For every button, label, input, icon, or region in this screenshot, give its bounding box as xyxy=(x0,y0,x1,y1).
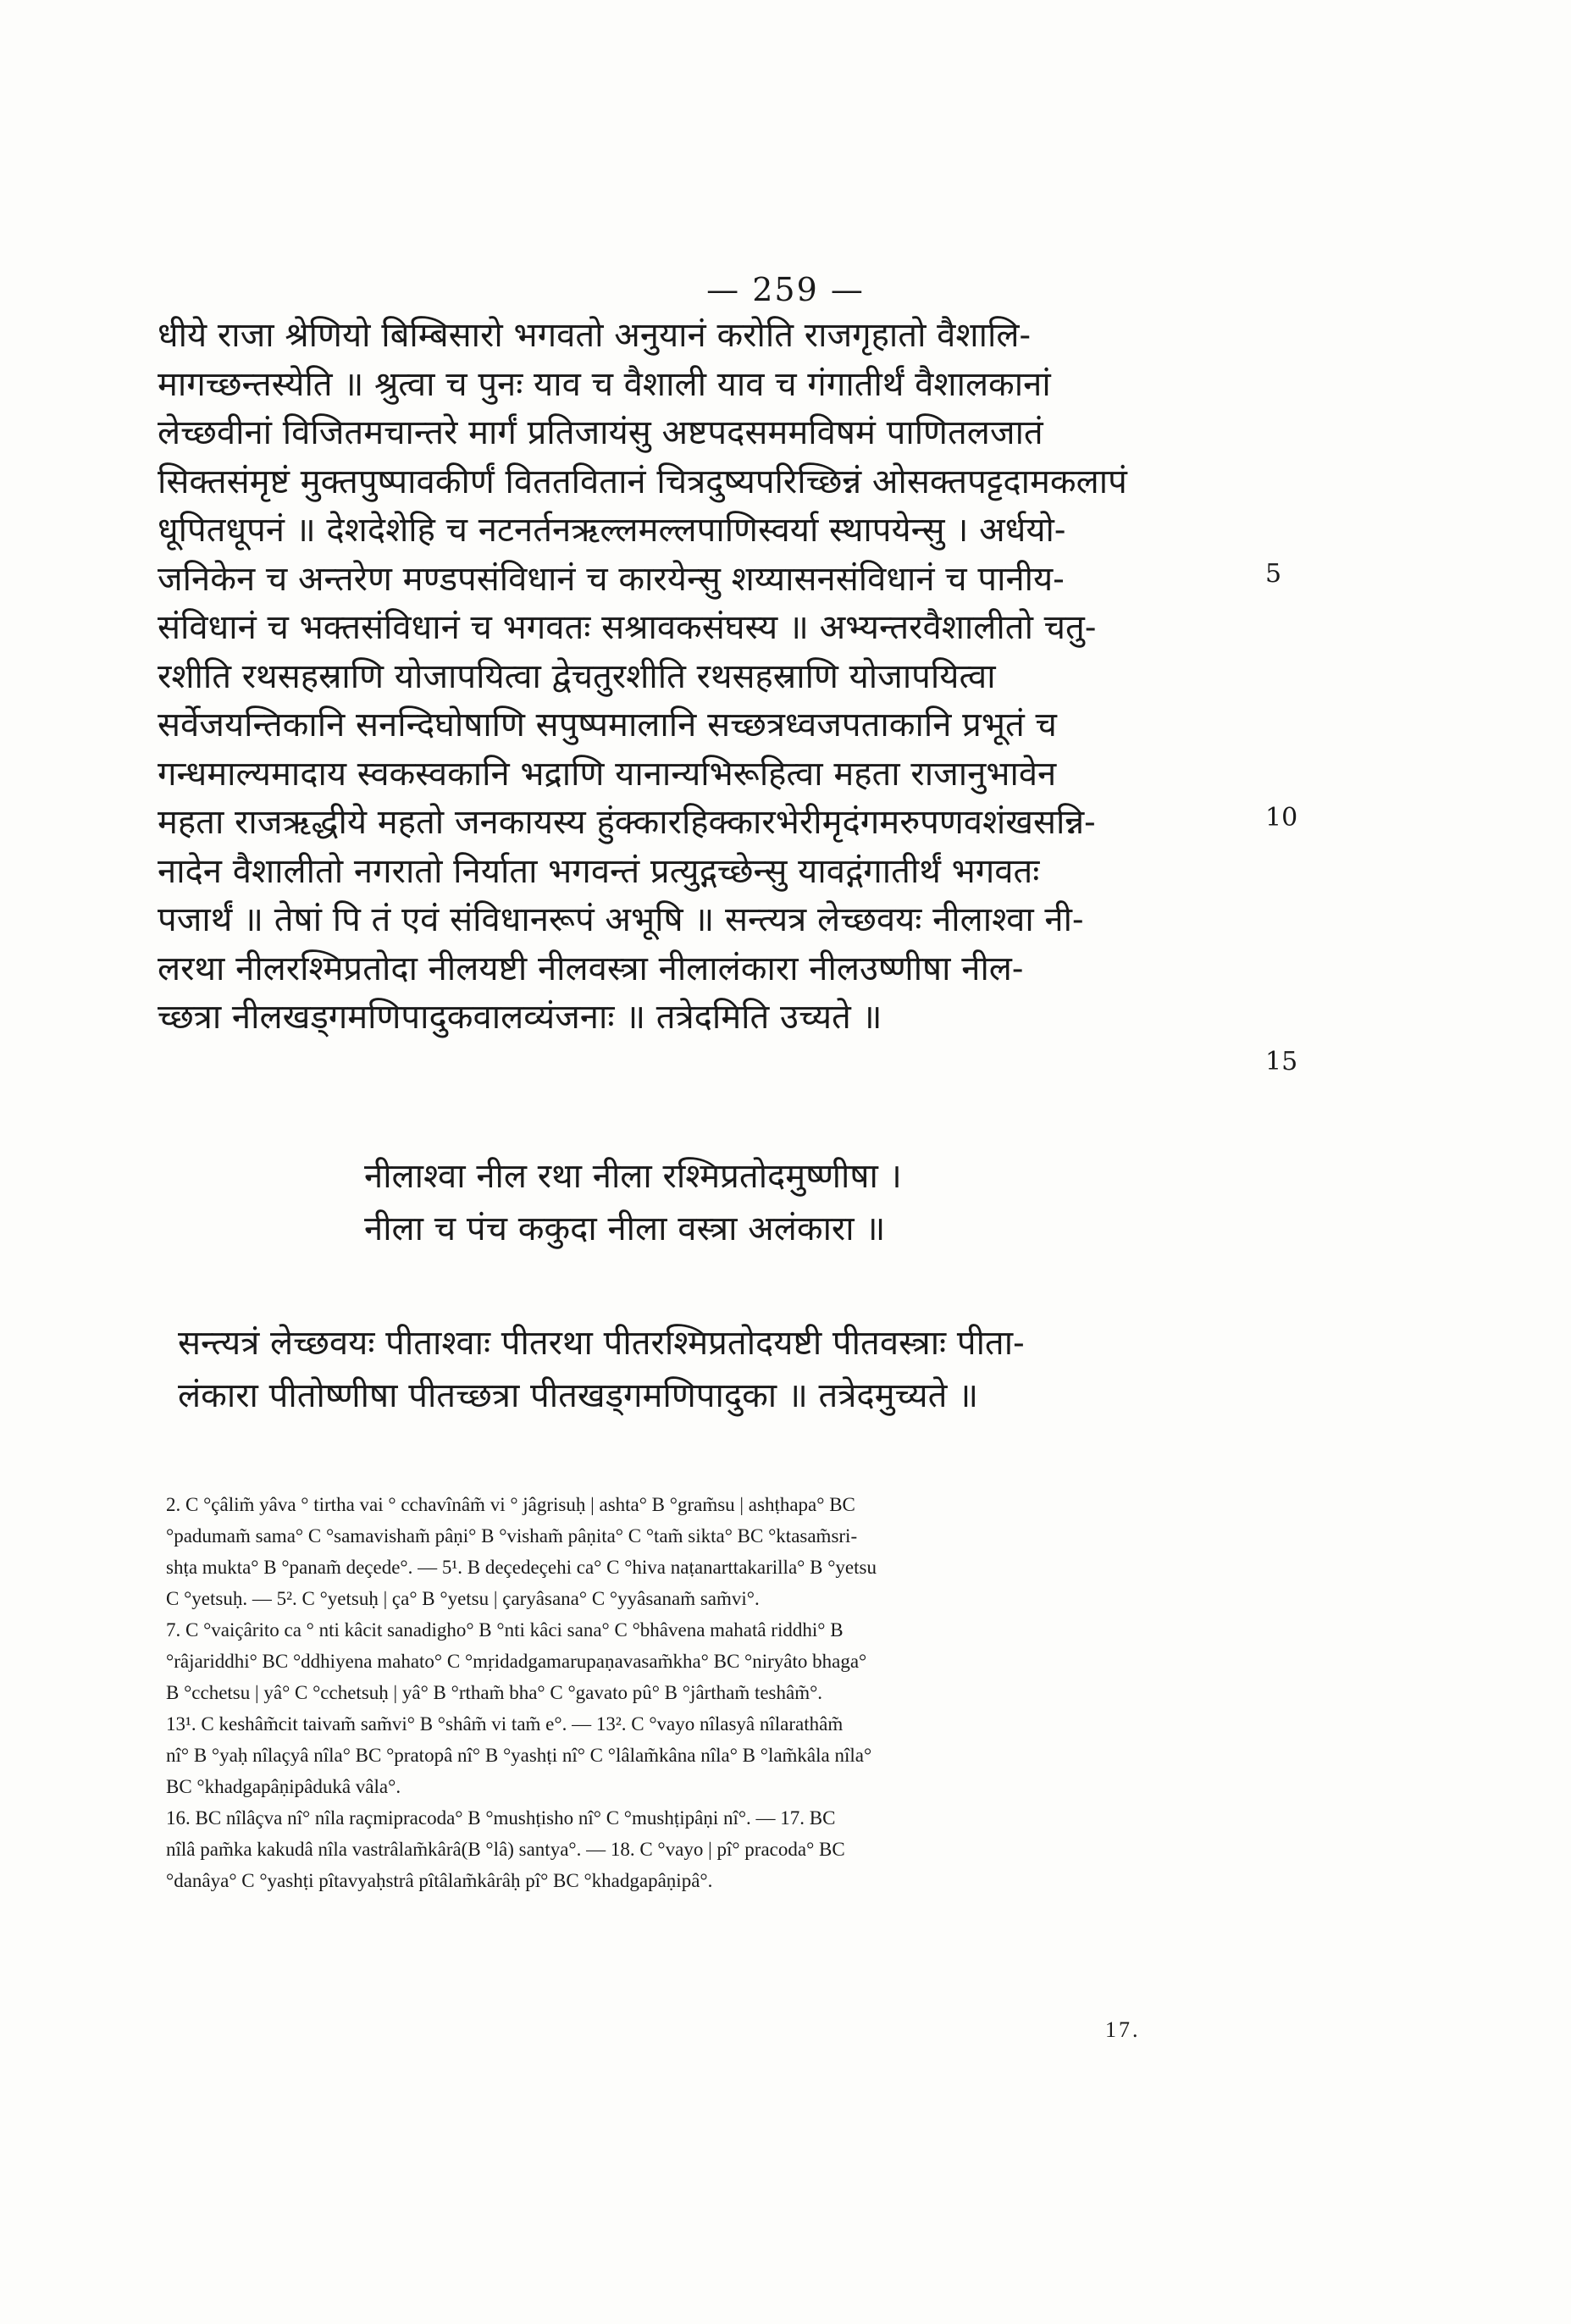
note-paragraph xyxy=(166,1614,1267,1708)
note-line: 2. C °çâlim̃ yâva ° tirtha vai ° cchavînâm̃ vi ° jâgrisuḥ | ashta° B °gram̃su | ashṭhapa° BC xyxy=(166,1494,855,1515)
text-line: सिक्तसंमृष्टं मुक्तपुष्पावकीर्णं विततवितानं चित्रदुष्यपरिच्छिन्नं ओसक्तपट्टदामकलापं xyxy=(158,462,1127,501)
critical-apparatus xyxy=(166,1489,1267,1896)
text-line: लरथा नीलरश्मिप्रतोदा नीलयष्टी नीलवस्त्रा नीलालंकारा नीलउष्णीषा नील- xyxy=(158,949,1024,988)
verse-block xyxy=(364,1150,1126,1255)
note-line: B °cchetsu | yâ° C °cchetsuḥ | yâ° B °rtham̃ bha° C °gavato pû° B °jârtham̃ teshâm̃°. xyxy=(166,1682,823,1703)
note-line: °râjariddhi° BC °ddhiyena mahato° C °mṛidadgamarupaṇavasam̃kha° BC °niryâto bhaga° xyxy=(166,1651,867,1672)
note-paragraph xyxy=(166,1489,1267,1614)
line-number-marker: 10 xyxy=(1265,803,1298,833)
text-line: च्छत्रा नीलखड्गमणिपादुकवालव्यंजनाः ॥ तत्रेदमिति उच्यते ॥ xyxy=(158,998,882,1037)
text-line: गन्धमाल्यमादाय स्वकस्वकानि भद्राणि यानान्यभिरूहित्वा महता राजानुभावेन xyxy=(158,754,1057,794)
verse-line: नीला च पंच ककुदा नीला वस्त्रा अलंकारा ॥ xyxy=(364,1209,886,1248)
text-line: धीये राजा श्रेणियो बिम्बिसारो भगवतो अनुयानं करोति राजगृहातो वैशालि- xyxy=(158,316,1031,355)
note-line: BC °khadgapâṇipâdukâ vâla°. xyxy=(166,1776,401,1797)
note-line: °danâya° C °yashṭi pîtavyaḥstrâ pîtâlam̃kârâḥ pî° BC °khadgapâṇipâ°. xyxy=(166,1870,713,1891)
text-line: लेच्छवीनां विजितमचान्तरे मार्गं प्रतिजायंसु अष्टपदसममविषमं पाणितलजातं xyxy=(158,413,1043,452)
note-line: 13¹. C keshâm̃cit taivam̃ sam̃vi° B °shâm̃ vi tam̃ e°. — 13². C °vayo nîlasyâ nîlarathâm̃ xyxy=(166,1713,844,1735)
text-line: लंकारा पीतोष्णीषा पीतच्छत्रा पीतखड्गमणिपादुका ॥ तत्रेदमुच्यते ॥ xyxy=(178,1376,979,1415)
text-line: मागच्छन्तस्येति ॥ श्रुत्वा च पुनः याव च वैशाली याव च गंगातीर्थं वैशालकानां xyxy=(158,364,1051,404)
note-paragraph xyxy=(166,1708,1267,1802)
text-line: सन्त्यत्रं लेच्छवयः पीताश्वाः पीतरथा पीतरश्मिप्रतोदयष्टी पीतवस्त्राः पीता- xyxy=(178,1324,1025,1363)
note-line: 16. BC nîlâçva nî° nîla raçmipracoda° B °mushṭisho nî° C °mushṭipâṇi nî°. — 17. BC xyxy=(166,1807,836,1829)
verse-line: नीलाश्वा नील रथा नीला रश्मिप्रतोदमुष्णीषा । xyxy=(364,1157,902,1196)
note-line: 7. C °vaiçârito ca ° nti kâcit sanadigho° B °nti kâci sana° C °bhâvena mahatâ riddhi° B xyxy=(166,1619,844,1641)
prose-paragraph xyxy=(178,1317,1279,1422)
note-paragraph xyxy=(166,1802,1267,1896)
text-line: धूपितधूपनं ॥ देशदेशेहि च नटनर्तनऋल्लमल्लपाणिस्वर्या स्थापयेन्सु । अर्धयो- xyxy=(158,511,1066,550)
line-number-marker: 5 xyxy=(1265,559,1282,589)
page-number: — 259 — xyxy=(706,271,865,308)
text-line: पजार्थं ॥ तेषां पि तं एवं संविधानरूपं अभूषि ॥ सन्त्यत्र लेच्छवयः नीलाश्वा नी- xyxy=(158,900,1084,939)
line-number-marker: 15 xyxy=(1265,1047,1298,1076)
note-line: C °yetsuḥ. — 5². C °yetsuḥ | ça° B °yetsu | çaryâsana° C °yyâsanam̃ sam̃vi°. xyxy=(166,1588,760,1609)
note-line: nîlâ pam̃ka kakudâ nîla vastrâlam̃kârâ(B °lâ) santya°. — 18. C °vayo | pî° pracoda° BC xyxy=(166,1839,845,1860)
text-line: महता राजऋद्धीये महतो जनकायस्य हुंक्कारहिक्कारभेरीमृदंगमरुपणवशंखसन्नि- xyxy=(158,803,1096,842)
text-line: संविधानं च भक्तसंविधानं च भगवतः सश्रावकसंघस्य ॥ अभ्यन्तरवैशालीतो चतु- xyxy=(158,608,1097,647)
main-sanskrit-text xyxy=(158,312,1275,1043)
text-line: रशीति रथसहस्राणि योजापयित्वा द्वेचतुरशीति रथसहस्राणि योजापयित्वा xyxy=(158,656,996,696)
signature-mark: 17. xyxy=(1105,2017,1141,2042)
note-line: shṭa mukta° B °panam̃ deçede°. — 5¹. B deçedeçehi ca° C °hiva naṭanarttakarilla° B °yetsu xyxy=(166,1557,877,1578)
note-line: °padumam̃ sama° C °samavisham̃ pâṇi° B °visham̃ pâṇita° C °tam̃ sikta° BC °ktasam̃sri- xyxy=(166,1525,858,1547)
text-line: जनिकेन च अन्तरेण मण्डपसंविधानं च कारयेन्सु शय्यासनसंविधानं च पानीय- xyxy=(158,559,1065,599)
text-line: सर्वेजयन्तिकानि सनन्दिघोषाणि सपुष्पमालानि सच्छत्रध्वजपताकानि प्रभूतं च xyxy=(158,706,1057,744)
text-line: नादेन वैशालीतो नगरातो निर्याता भगवन्तं प्रत्युद्गच्छेन्सु यावद्गंगातीर्थं भगवतः xyxy=(158,851,1040,891)
note-line: nî° B °yaḥ nîlaçyâ nîla° BC °pratopâ nî° B °yashṭi nî° C °lâlam̃kâna nîla° B °lam̃kâla nîla° xyxy=(166,1745,872,1766)
